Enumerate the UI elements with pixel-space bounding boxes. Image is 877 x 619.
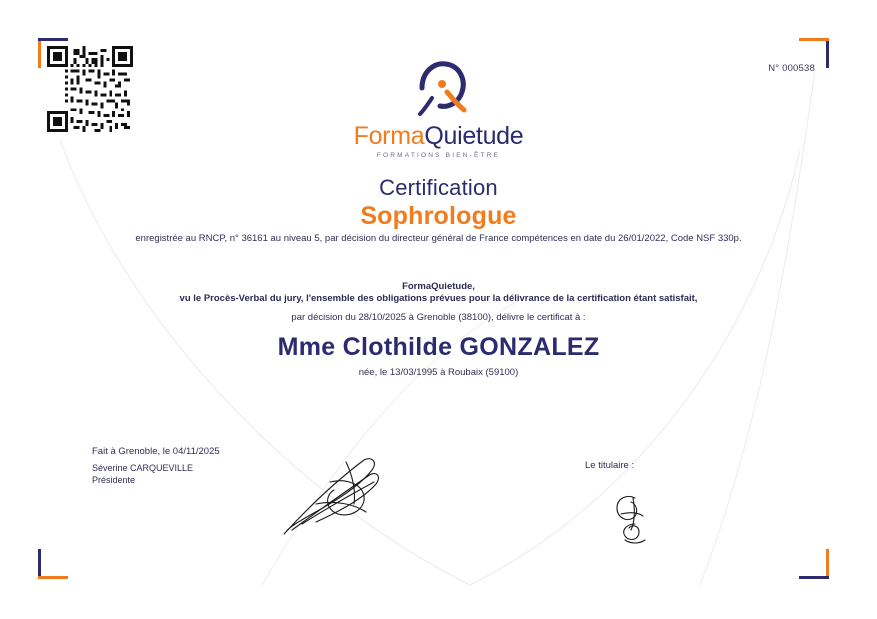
corner-bracket-bottom-left <box>38 549 68 579</box>
signature-holder-icon <box>605 488 665 550</box>
signature-president-icon <box>272 448 412 548</box>
decision-statement: par décision du 28/10/2025 à Grenoble (38100), délivre le certificat à : <box>291 312 586 323</box>
holder-label: Le titulaire : <box>585 460 635 471</box>
recipient-name: Mme Clothilde GONZALEZ <box>277 333 600 361</box>
place-and-date: Fait à Grenoble, le 04/11/2025 <box>92 446 220 457</box>
jury-statement: vu le Procès-Verbal du jury, l'ensemble des obligations prévues pour la délivrance de la certification étant satisfait, <box>179 293 698 304</box>
organization-name: FormaQuietude, <box>402 281 475 292</box>
certification-title: Sophrologue <box>360 202 517 230</box>
brand-wordmark-quietude: Quietude <box>424 122 524 150</box>
brand-wordmark-forma: Forma <box>353 122 425 150</box>
brand-logo <box>0 58 877 159</box>
signer-name: Séverine CARQUEVILLE <box>92 463 194 473</box>
recipient-birth-info: née, le 13/03/1995 à Roubaix (59100) <box>358 367 519 378</box>
brand-wordmark <box>0 122 877 151</box>
formaquietude-logo-icon <box>402 58 476 120</box>
signer-role: Présidente <box>92 475 136 485</box>
certificate-serial-number: N° 000538 <box>768 63 815 74</box>
brand-tagline: FORMATIONS BIEN-ÊTRE <box>376 152 501 159</box>
signer-block <box>92 462 193 486</box>
certification-word: Certification <box>379 175 498 200</box>
rncp-registration-line: enregistrée au RNCP, n° 36161 au niveau 5, par décision du directeur général de France compétences en date du 26/01/2022, Code NSF 330p. <box>135 233 742 244</box>
corner-bracket-bottom-right <box>799 549 829 579</box>
